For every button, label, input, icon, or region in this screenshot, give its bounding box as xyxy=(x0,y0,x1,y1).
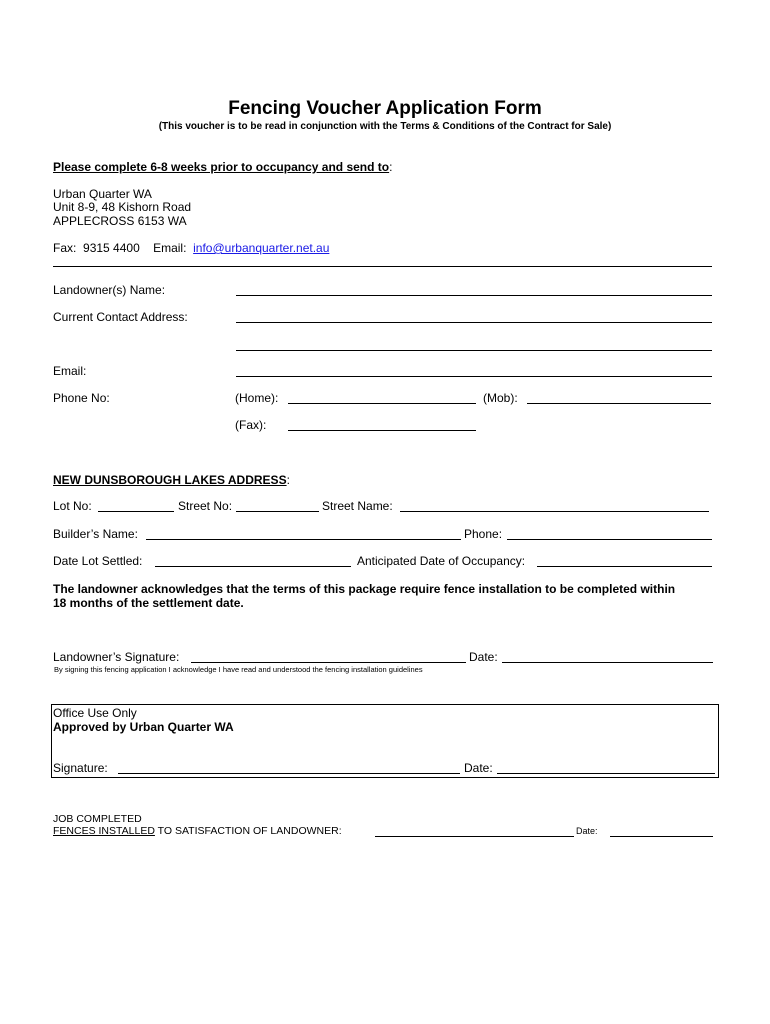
office-use-box xyxy=(51,704,719,778)
fax-value: 9315 4400 xyxy=(83,241,140,255)
completion-date-label: Date: xyxy=(576,826,598,836)
completion-date-field[interactable] xyxy=(610,836,713,837)
builder-phone-label: Phone: xyxy=(464,527,503,541)
fax-label: Fax: xyxy=(53,241,77,255)
lot-no-label: Lot No: xyxy=(53,499,92,513)
new-address-heading-text: NEW DUNSBOROUGH LAKES ADDRESS xyxy=(53,473,287,487)
landowner-name-label: Landowner(s) Name: xyxy=(53,283,166,297)
satisfaction-label: TO SATISFACTION OF LANDOWNER: xyxy=(154,825,342,837)
form-title: Fencing Voucher Application Form xyxy=(228,98,542,119)
fences-installed-label: FENCES INSTALLED xyxy=(53,825,155,837)
contact-address-field-2[interactable] xyxy=(236,350,712,351)
landowner-email-field[interactable] xyxy=(236,376,712,377)
occupancy-date-label: Anticipated Date of Occupancy: xyxy=(357,554,526,568)
send-to-heading-text: Please complete 6-8 weeks prior to occupancy and send to xyxy=(53,160,390,174)
office-approved-label: Approved by Urban Quarter WA xyxy=(53,720,234,734)
signature-date-label: Date: xyxy=(469,650,498,664)
new-address-colon: : xyxy=(286,473,290,487)
occupancy-date-field[interactable] xyxy=(537,566,712,567)
street-name-field[interactable] xyxy=(400,511,709,512)
mob-phone-field[interactable] xyxy=(527,403,711,404)
office-use-title: Office Use Only xyxy=(53,706,137,720)
new-address-heading xyxy=(53,473,290,487)
form-subtitle: (This voucher is to be read in conjunction with the Terms & Conditions of the Contract for Sale) xyxy=(158,121,612,132)
lot-no-field[interactable] xyxy=(98,511,174,512)
signature-date-field[interactable] xyxy=(502,662,713,663)
landowner-signature-field[interactable] xyxy=(191,662,466,663)
acknowledgement-line-1: The landowner acknowledges that the terms of this package require fence installation to be completed within xyxy=(53,582,676,596)
builder-phone-field[interactable] xyxy=(507,539,712,540)
contact-address-label: Current Contact Address: xyxy=(53,310,188,324)
job-completed-label: JOB COMPLETED xyxy=(53,813,142,825)
office-signature-field[interactable] xyxy=(118,773,460,774)
email-link[interactable]: info@urbanquarter.net.au xyxy=(193,241,330,255)
signature-note: By signing this fencing application I acknowledge I have read and understood the fencing installation guidelines xyxy=(54,665,423,674)
phone-label: Phone No: xyxy=(53,391,110,405)
address-org: Urban Quarter WA xyxy=(53,187,152,201)
landowner-signature-label: Landowner’s Signature: xyxy=(53,650,180,664)
street-name-label: Street Name: xyxy=(322,499,393,513)
street-no-field[interactable] xyxy=(236,511,319,512)
fax-phone-label: (Fax): xyxy=(235,418,267,432)
builder-name-label: Builder’s Name: xyxy=(53,527,138,541)
fences-installed-line xyxy=(53,825,342,837)
send-to-colon: : xyxy=(389,160,393,174)
satisfaction-field[interactable] xyxy=(375,836,574,837)
address-suburb: APPLECROSS 6153 WA xyxy=(53,214,187,228)
builder-name-field[interactable] xyxy=(146,539,461,540)
send-to-heading xyxy=(53,160,392,174)
home-phone-label: (Home): xyxy=(235,391,279,405)
acknowledgement-line-2: 18 months of the settlement date. xyxy=(53,596,244,610)
section-divider xyxy=(53,266,712,267)
contact-address-field-1[interactable] xyxy=(236,322,712,323)
office-date-label: Date: xyxy=(464,761,493,775)
fax-email-line xyxy=(53,241,329,255)
mob-phone-label: (Mob): xyxy=(483,391,518,405)
home-phone-field[interactable] xyxy=(288,403,476,404)
date-settled-label: Date Lot Settled: xyxy=(53,554,143,568)
email-label: Email: xyxy=(153,241,187,255)
landowner-name-field[interactable] xyxy=(236,295,712,296)
office-signature-label: Signature: xyxy=(53,761,108,775)
office-date-field[interactable] xyxy=(497,773,715,774)
fax-phone-field[interactable] xyxy=(288,430,476,431)
landowner-email-label: Email: xyxy=(53,364,87,378)
date-settled-field[interactable] xyxy=(155,566,351,567)
street-no-label: Street No: xyxy=(178,499,233,513)
address-street: Unit 8-9, 48 Kishorn Road xyxy=(53,200,192,214)
